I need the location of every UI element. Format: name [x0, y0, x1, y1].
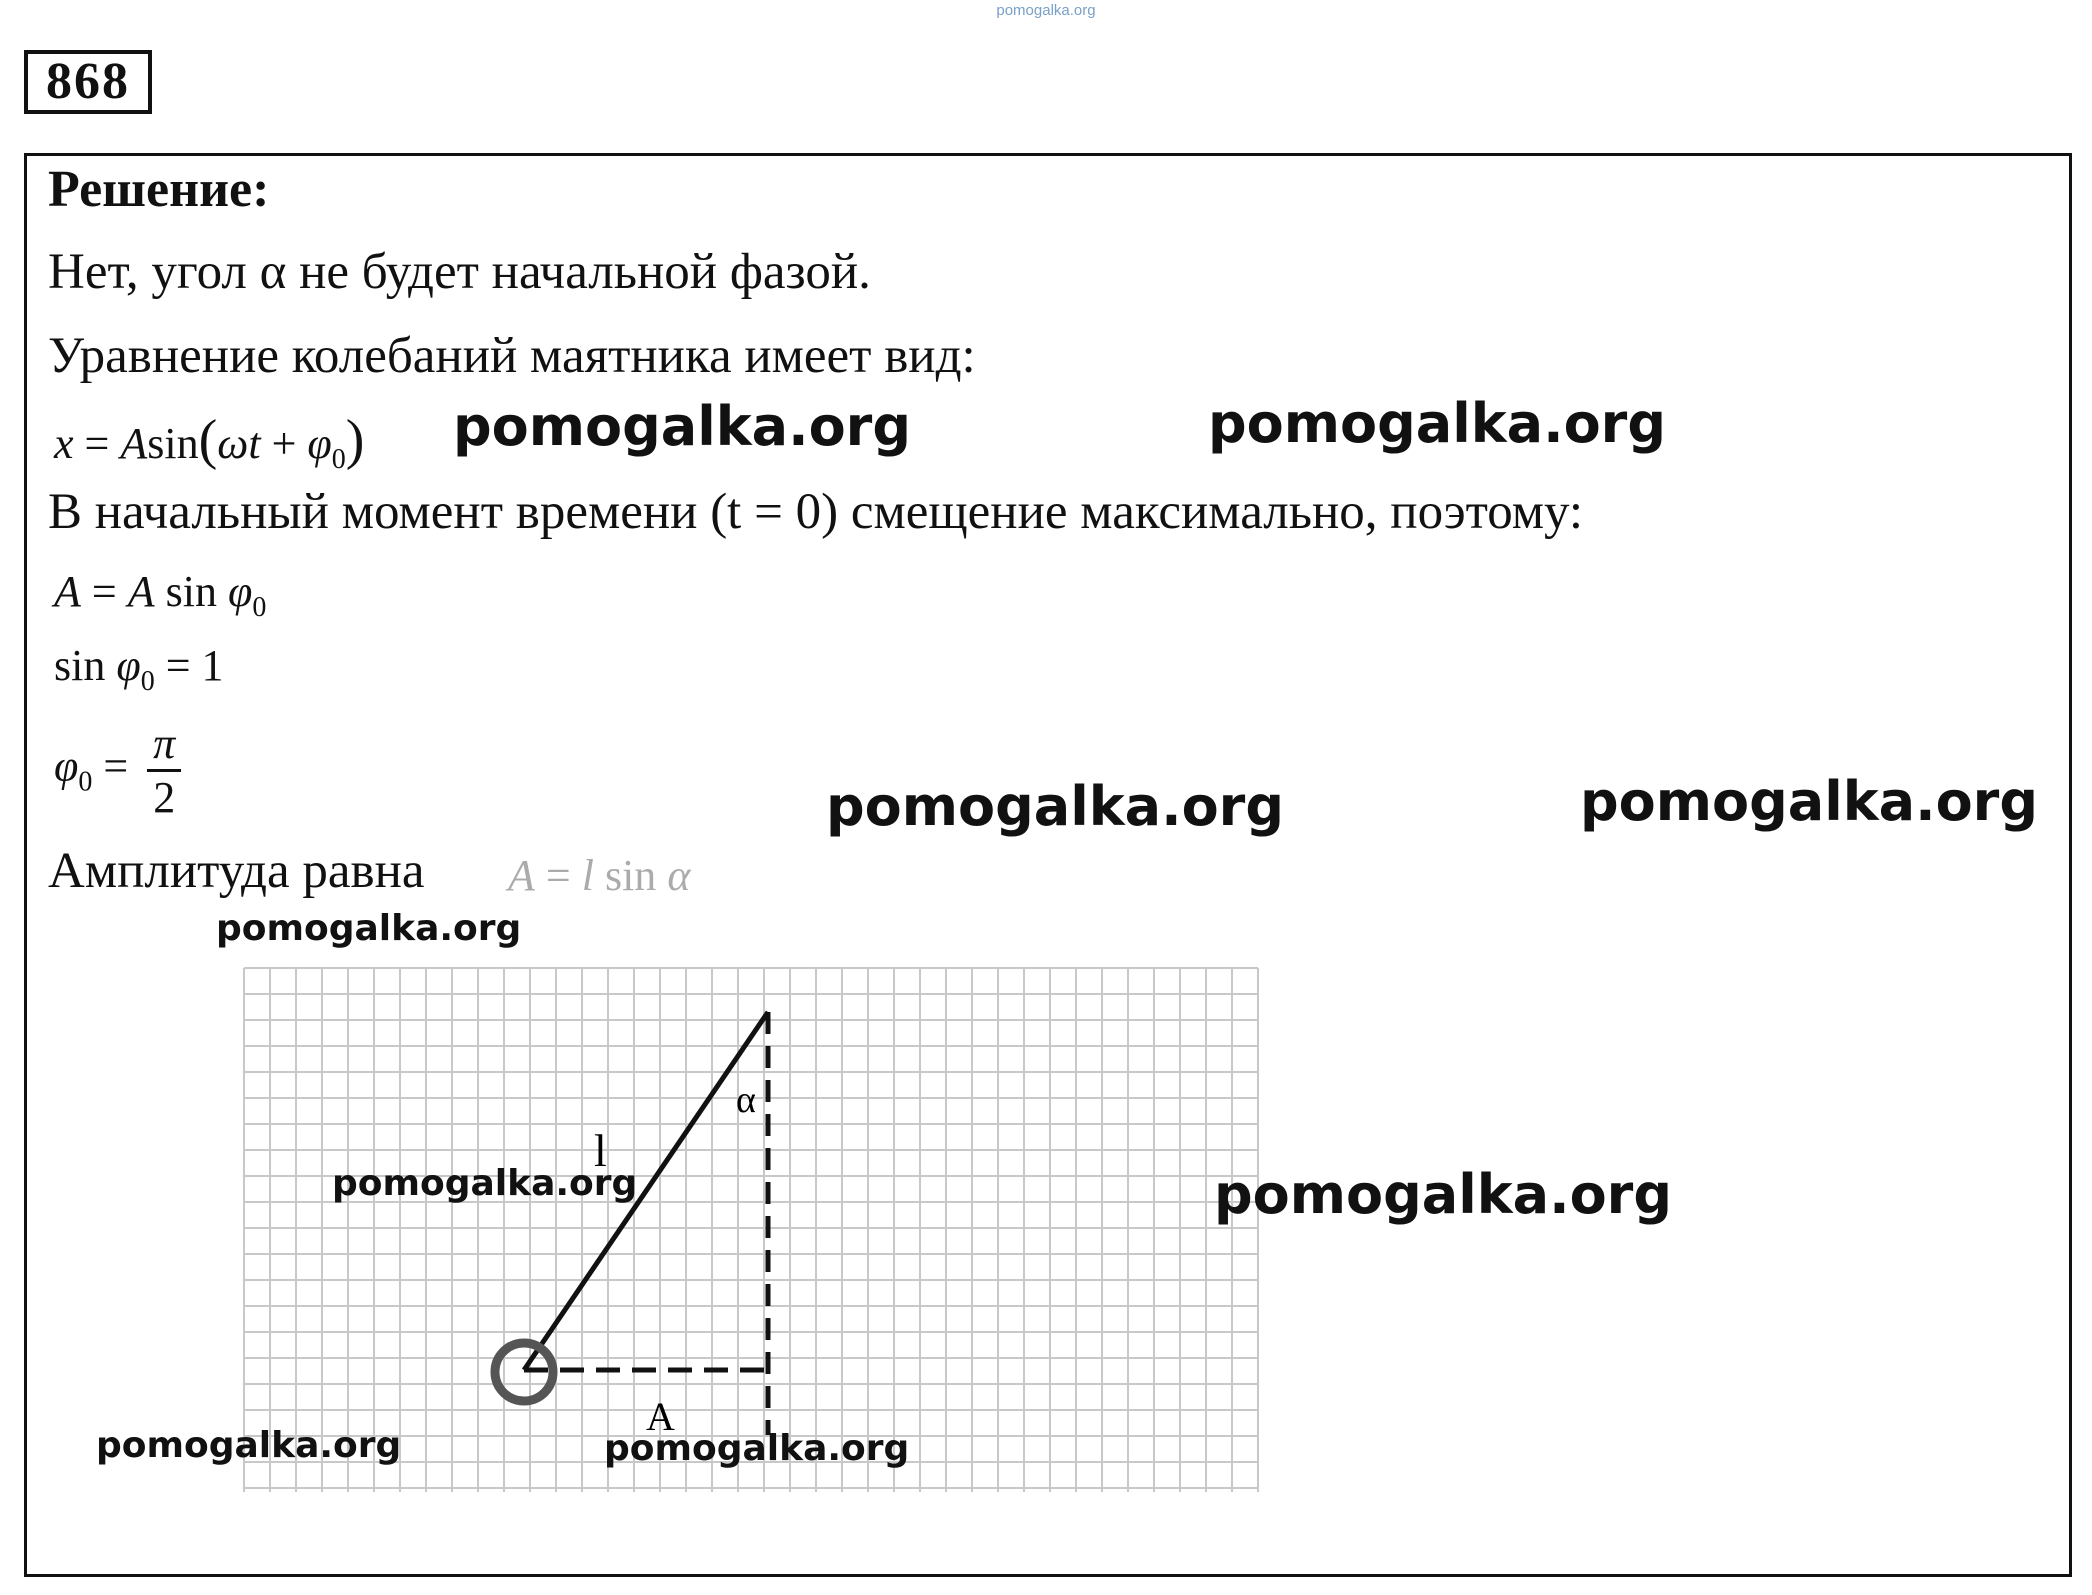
- eq-equals: =: [80, 567, 128, 616]
- equation-intro-line: Уравнение колебаний маятника имеет вид:: [48, 328, 976, 384]
- problem-number: 868: [24, 50, 152, 114]
- eq-rest: = 1: [154, 641, 224, 690]
- eq-open-paren: (: [198, 409, 218, 471]
- eq-equals: =: [92, 741, 140, 791]
- eq-omega-t: ωt: [217, 419, 261, 468]
- eq-phi-sub: 0: [252, 592, 267, 623]
- length-label: l: [594, 1125, 607, 1176]
- solution-heading: Решение:: [48, 161, 270, 218]
- watermark: pomogalka.org: [1214, 1163, 1672, 1226]
- watermark: pomogalka.org: [1208, 392, 1666, 455]
- eq-var-A: A: [127, 567, 155, 616]
- eq-var-A: A: [508, 851, 535, 900]
- amplitude-label: Амплитуда равна: [48, 843, 425, 899]
- watermark: pomogalka.org: [604, 1428, 910, 1469]
- eq-sin: sin: [593, 851, 668, 900]
- eq-equals: =: [73, 419, 121, 468]
- graph-paper-grid: [244, 968, 1258, 1492]
- amplitude-label-figure: A: [646, 1394, 675, 1439]
- eq-phi: φ: [307, 419, 332, 468]
- eq-phi-sub: 0: [331, 444, 346, 475]
- answer-line: Нет, угол α не будет начальной фазой.: [48, 244, 871, 300]
- eq-alpha: α: [667, 851, 691, 900]
- eq-var-x: x: [54, 419, 74, 468]
- top-site-watermark: pomogalka.org: [996, 2, 1096, 19]
- watermark: pomogalka.org: [216, 908, 522, 949]
- eq-var-l: l: [581, 851, 594, 900]
- eq-phi-sub: 0: [78, 766, 93, 798]
- eq-var-A: A: [54, 567, 81, 616]
- fraction-denominator: 2: [153, 773, 176, 822]
- watermark: pomogalka.org: [453, 395, 911, 458]
- eq-phi: φ: [116, 641, 141, 690]
- eq-sin: sin: [154, 567, 228, 616]
- initial-moment-line: В начальный момент времени (t = 0) смещение максимально, поэтому:: [48, 484, 1584, 540]
- eq-plus: +: [260, 419, 308, 468]
- eq-sin: sin: [54, 641, 117, 690]
- eq-phi-sub: 0: [140, 666, 155, 697]
- eq-equals: =: [534, 851, 582, 900]
- eq-var-A: A: [120, 419, 148, 468]
- watermark: pomogalka.org: [826, 775, 1284, 838]
- watermark: pomogalka.org: [332, 1163, 638, 1204]
- eq-phi: φ: [227, 567, 253, 616]
- eq-sin: sin: [147, 419, 199, 468]
- eq-phi: φ: [54, 741, 79, 791]
- angle-label: α: [736, 1079, 756, 1121]
- eq-close-paren: ): [345, 409, 365, 471]
- watermark: pomogalka.org: [96, 1425, 402, 1466]
- fraction-numerator: π: [153, 719, 176, 768]
- watermark: pomogalka.org: [1580, 770, 2038, 833]
